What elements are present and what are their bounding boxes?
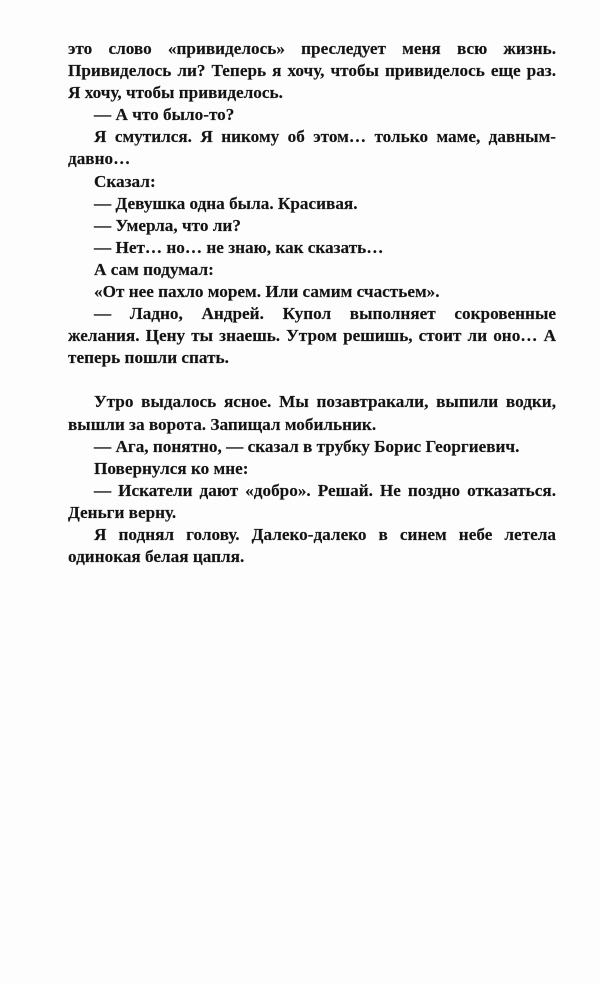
dialogue-line: — Умерла, что ли? [94, 215, 241, 235]
dialogue-line: — Искатели дают «добро». Решай. Не поздно отказаться. Деньги верну. [68, 480, 556, 522]
dialogue-line: — Нет… но… не знаю, как сказать… [94, 237, 384, 257]
dialogue-line: — Ладно, Андрей. Купол выполняет сокровенные желания. Цену ты знаешь. Утром решишь, стоит ли оно… А теперь пошли спать. [68, 304, 556, 368]
paragraph: Я поднял голову. Далеко-далеко в синем небе летела одинокая белая цапля. [68, 524, 556, 567]
paragraph: Я смутился. Я никому об этом… только маме, давным-давно… [68, 127, 556, 169]
paragraph: это слово «привиделось» преследует меня всю жизнь. Привиделось ли? Теперь я хочу, чтобы привиделось еще раз. Я хочу, чтобы привиделось. [68, 39, 556, 103]
book-page [68, 38, 556, 568]
quoted-thought: «От нее пахло морем. Или самим счастьем». [94, 282, 440, 302]
dialogue-line: — Девушка одна была. Красивая. [94, 193, 358, 213]
paragraph: Сказал: [94, 171, 156, 191]
dialogue-line: — А что было-то? [94, 105, 235, 125]
dialogue-line: — Ага, понятно, — сказал в трубку Борис Георгиевич. [94, 436, 520, 456]
paragraph: Повернулся ко мне: [94, 458, 249, 478]
section-break [68, 369, 556, 391]
paragraph: А сам подумал: [94, 259, 214, 279]
paragraph: Утро выдалось ясное. Мы позавтракали, выпили водки, вышли за ворота. Запищал мобильник. [68, 392, 556, 434]
